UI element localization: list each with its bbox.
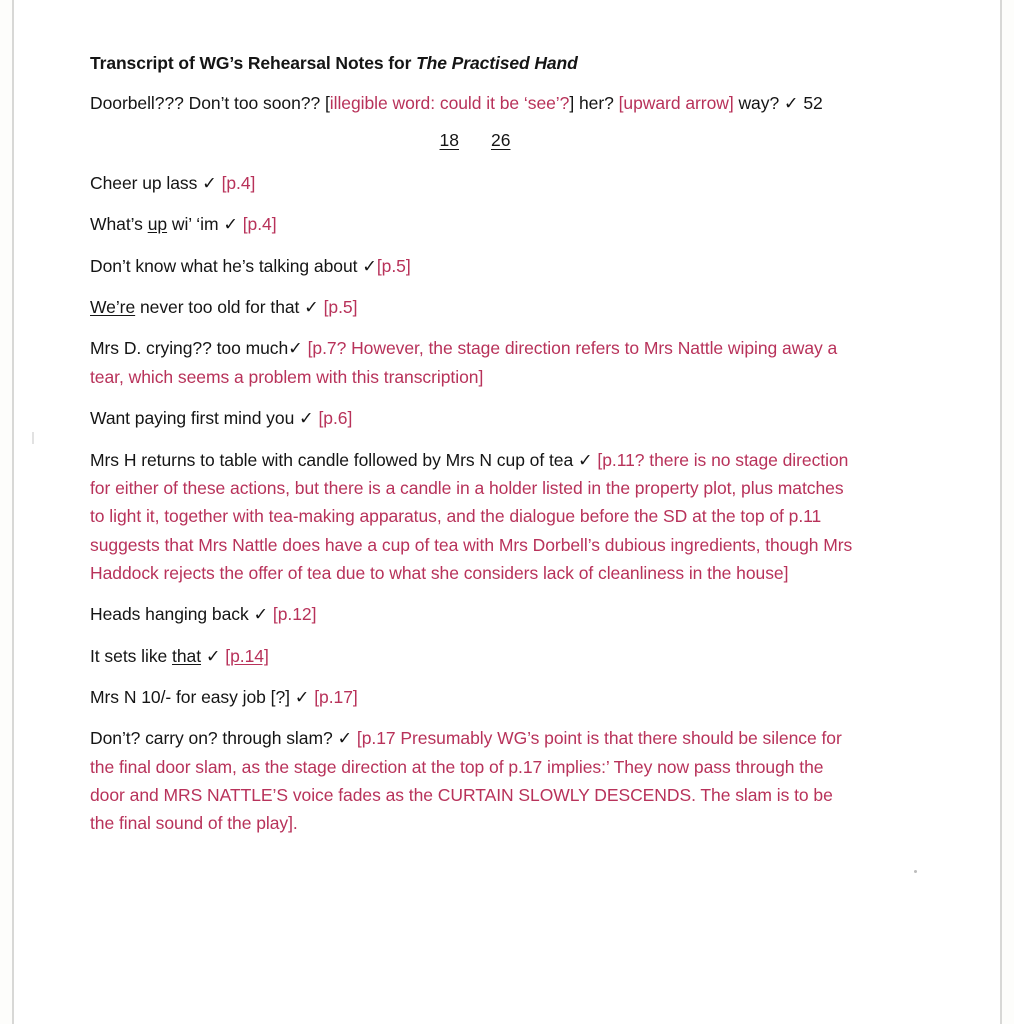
note-line-heads-hanging-back (90, 600, 860, 628)
document-body (90, 52, 860, 851)
note-line-dont-know-what-hes-talking-about (90, 252, 860, 280)
scan-edge-right (1000, 0, 1002, 1024)
number-right: 26 (491, 130, 511, 151)
note-fragment: [p.7? However, the stage direction refers to Mrs Nattle wiping away a tear, which seems a problem with this transcription] (90, 338, 838, 387)
number-left: 18 (439, 130, 459, 151)
note-line-mrs-n-10-for-easy-job (90, 683, 860, 711)
paper-sheet (14, 0, 1000, 1024)
note-line-it-sets-like-that (90, 642, 860, 670)
scan-speck (914, 870, 917, 873)
note-line-want-paying-first (90, 404, 860, 432)
note-fragment: We’re (90, 297, 136, 318)
note-line-mrs-h-returns-to-table (90, 446, 860, 588)
note-fragment: [p.17 Presumably WG’s point is that there should be silence for the final door slam, as the stage direction at the top of p.17 implies:’ They now pass through the door and MRS NATTLE’S voice fades as the CURTAIN SLOWLY DESCENDS. The slam is to be the final sound of the play]. (90, 728, 842, 834)
note-fragment: [p.6] (318, 408, 353, 429)
note-fragment: What’s (90, 214, 148, 235)
note-fragment: way? ✓ 52 (733, 92, 823, 113)
note-line-dont-carry-on-through-slam (90, 724, 860, 837)
note-fragment: [p.11? there is no stage direction for either of these actions, but there is a candle in a holder listed in the property plot, plus matches to light it, together with tea-making apparatus, and the dialogue before the SD at the top of p.11 suggests that Mrs Nattle does have a cup of tea with Mrs Dorbell’s dubious ingredients, though Mrs Haddock rejects the offer of tea due to what she considers lack of cleanliness in the house] (90, 449, 853, 583)
note-fragment: Doorbell??? Don’t too soon?? [ (90, 92, 330, 113)
page-title-italic: The Practised Hand (416, 53, 578, 73)
note-fragment: up (147, 214, 168, 235)
note-line-whats-up-wi-im (90, 210, 860, 238)
note-fragment: Mrs N 10/- for easy job [?] ✓ (90, 686, 315, 707)
note-fragment: [p.4] (221, 173, 256, 194)
note-fragment: [p.4] (242, 214, 277, 235)
note-fragment: [p.12] (272, 604, 317, 625)
note-fragment: [p.5] (376, 255, 411, 276)
note-fragment: Mrs H returns to table with candle followed by Mrs N cup of tea ✓ (90, 449, 598, 470)
note-fragment: ✓ (201, 645, 226, 666)
note-fragment: It sets like (90, 645, 173, 666)
note-fragment: Cheer up lass ✓ (90, 173, 222, 194)
note-fragment: never too old for that ✓ (135, 297, 324, 318)
spine-mark (32, 432, 34, 444)
page-number-row (90, 130, 860, 151)
note-fragment: [p.5] (323, 297, 358, 318)
page-title-plain: Transcript of WG’s Rehearsal Notes for (90, 53, 417, 73)
note-fragment: [p.14] (225, 645, 269, 666)
note-line-were-never-too-old (90, 293, 860, 321)
note-fragment: illegible word: could it be ‘see’? (329, 92, 570, 113)
note-fragment: Don’t? carry on? through slam? ✓ (90, 728, 357, 749)
page-title (90, 52, 860, 75)
note-fragment: [upward arrow] (618, 92, 734, 113)
note-fragment: wi’ ‘im ✓ (167, 214, 243, 235)
note-fragment: Mrs D. crying?? too much✓ (90, 338, 308, 359)
note-fragment: Want paying first mind you ✓ (90, 408, 319, 429)
note-line-doorbell (90, 89, 860, 117)
note-line-mrs-d-crying (90, 334, 860, 391)
note-fragment: that (172, 645, 202, 666)
note-fragment: ] her? (569, 92, 619, 113)
note-fragment: [p.17] (314, 686, 358, 707)
note-line-cheer-up-lass (90, 169, 860, 197)
note-fragment: Heads hanging back ✓ (90, 604, 273, 625)
note-fragment: Don’t know what he’s talking about ✓ (90, 255, 377, 276)
